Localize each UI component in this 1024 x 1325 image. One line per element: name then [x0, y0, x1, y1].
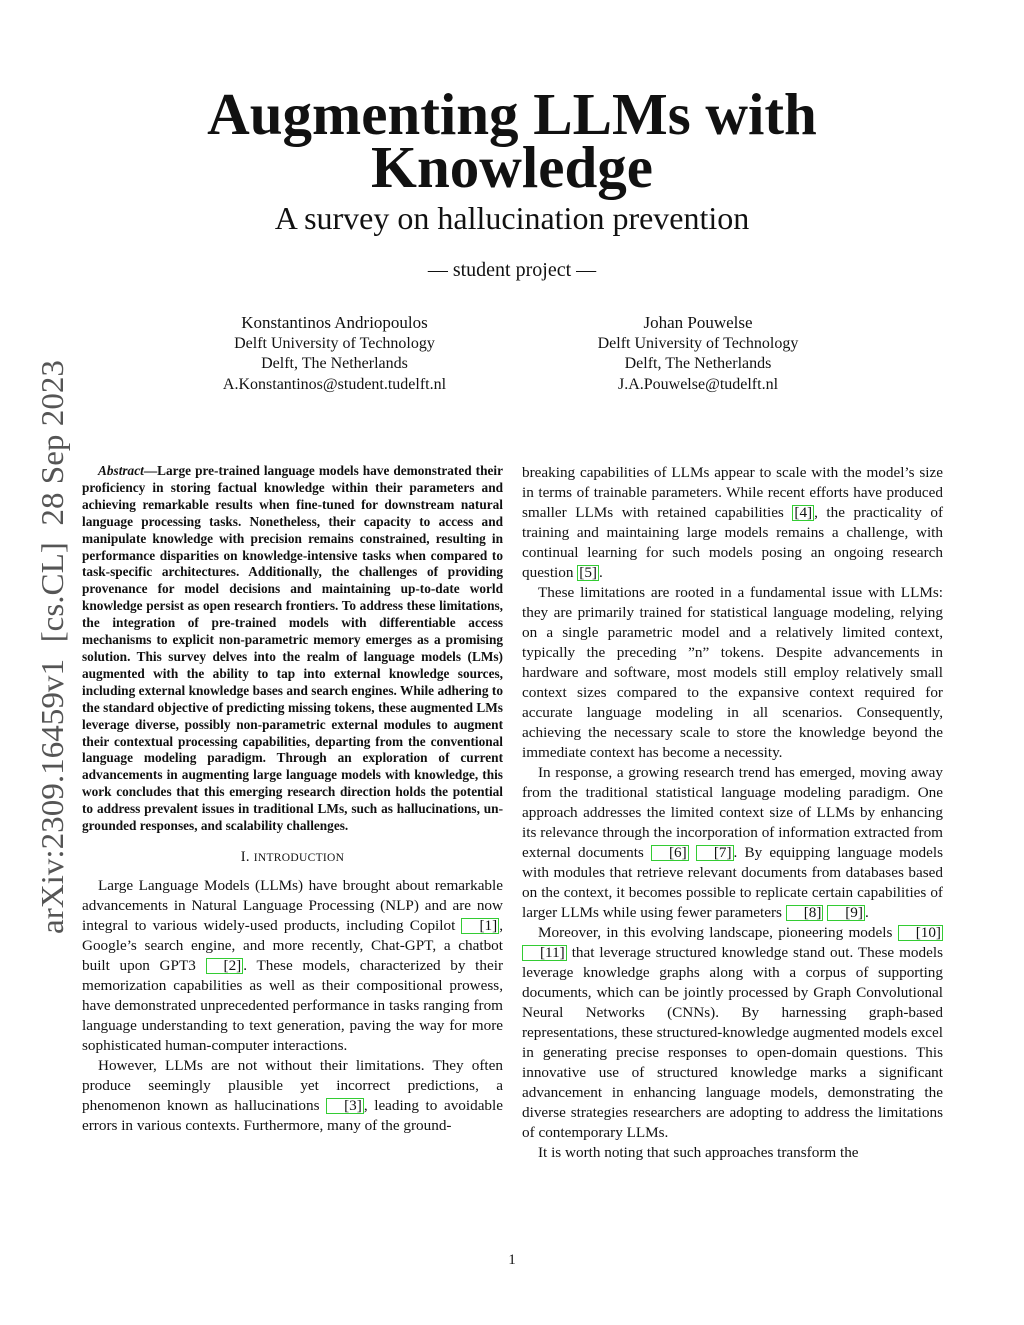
abstract-lead: Abstract — [98, 463, 144, 478]
author-name: Konstantinos Andriopoulos — [241, 313, 428, 332]
intro-paragraph-6: Moreover, in this evolving landscape, pioneering models [10] [11] that leverage structured knowledge stand out. These models leverage knowledge graphs along with a corpus of supporting documents, which can be jointly processed by Graph Convolutional Neural Networks (CNNs). By harnessing graph-based representations, these structured-knowledge augmented models excel in generating precise responses to open-domain questions. This innovative use of structured knowledge marks a significant advancement in enhancing language models, demonstrating the diverse strategies researchers are adopting to address the limitations of contemporary LLMs. — [522, 924, 943, 1141]
title-line-2: Knowledge — [371, 134, 653, 200]
citation-link[interactable]: [6] — [651, 845, 689, 861]
paper-title — [0, 81, 1024, 200]
author-email: J.A.Pouwelse@tudelft.nl — [617, 376, 779, 394]
author-location: Delft, The Netherlands — [624, 355, 772, 373]
citation-link[interactable]: [3] — [326, 1098, 364, 1114]
title-line-1: Augmenting LLMs with — [207, 81, 817, 147]
author-block-2 — [578, 313, 818, 396]
section-heading-introduction — [82, 847, 503, 868]
intro-paragraph-3: breaking capabilities of LLMs appear to scale with the model’s size in terms of trainable parameters. While recent efforts have produced smaller LLMs with retained capabilities [4] , the practicality of training and maintaining large models remains a challenge, with continual learning for such models posing an ongoing research question [5] . — [522, 464, 944, 581]
author-email: A.Konstantinos@student.tudelft.nl — [222, 376, 447, 394]
citation-link[interactable]: [11] — [522, 945, 567, 961]
abstract-body: —Large pre-trained language models have demonstrated their proficiency in storing factual knowledge within their parameters and achieving remarkable results when fine-tuned for downstream natural language processing tasks. Nonetheless, their capacity to access and manipulate knowledge with precision remains constrained, resulting in performance disparities on knowledge-intensive tasks when compared to task-specific architectures. Additionally, the challenges of providing provenance for model decisions and maintaining up-to-date world knowledge persist as open research frontiers. To address these limitations, the integration of pre-trained models with differentiable access mechanisms to explicit non-parametric memory emerges as a promising solution. This survey delves into the realm of language models (LMs) augmented with the ability to tap into external knowledge sources, including external knowledge bases and search engines. While adhering to the standard objective of predicting missing tokens, these augmented LMs leverage diverse, possibly non-parametric external modules to augment their contextual processing capabilities, departing from the conventional language modeling paradigm. Through an exploration of current advancements in augmenting large language models with knowledge, this work concludes that this emerging research direction holds the potential to address prevalent issues in traditional LMs, such as hallucinations, un-grounded responses, and scalability challenges. — [82, 463, 503, 834]
left-column — [82, 463, 503, 1136]
citation-link[interactable]: [2] — [206, 958, 244, 974]
arxiv-side-stamp — [18, 356, 78, 946]
intro-paragraph-1: Large Language Models (LLMs) have brought about remarkable advancements in Natural Language Processing (NLP) and are now integral to various widely-used products, including Copilot [1] , Google’s search engine, and more recently, Chat-GPT, a chatbot built upon GPT3 [2] . These models, characterized by their memorization capabilities as well as their compositional prowess, have demonstrated unprecedented performance in tasks ranging from language understanding to text generation, paving the way for more sophisticated human-computer interactions. — [82, 876, 504, 1054]
author-block-1 — [212, 313, 457, 396]
citation-link[interactable]: [7] — [696, 845, 734, 861]
author-location: Delft, The Netherlands — [261, 355, 408, 373]
intro-paragraph-5: In response, a growing research trend has emerged, moving away from the traditional statistical language modeling paradigm. One approach addresses the limited context size of LLMs by enhancing its relevance through the incorporation of information extracted from external documents [6] [7] . By equipping language models with modules that retrieve relevant documents from databases based on the context, it becomes possible to replicate certain capabilities of larger LLMs while using fewer parameters [8] [9] . — [522, 764, 944, 921]
right-column — [522, 463, 943, 1163]
intro-paragraph-7: It is worth noting that such approaches transform the — [538, 1144, 859, 1161]
intro-paragraph-4: These limitations are rooted in a fundamental issue with LLMs: they are primarily trained for statistical language modeling, relying on a single parametric model and a relatively limited context, typically the preceding ”n” tokens. Despite advancements in hardware and software, most models still employ relatively small context sizes compared to the expansive context required for accurate language modeling in all scenarios. Consequently, achieving the necessary scale to store the knowledge beyond the immediate context has become a necessity. — [522, 584, 943, 761]
citation-link[interactable]: [10] — [898, 925, 943, 941]
author-affiliation: Delft University of Technology — [597, 334, 799, 352]
author-name: Johan Pouwelse — [643, 313, 753, 332]
project-note: — student project — — [427, 259, 597, 281]
arxiv-stamp-text: arXiv:2309.16459v1 [cs.CL] 28 Sep 2023 — [35, 388, 70, 934]
citation-link[interactable]: [1] — [461, 918, 499, 934]
intro-paragraph-2: However, LLMs are not without their limitations. They often produce seemingly plausible yet incorrect predictions, a phenomenon known as hallucinations [3] , leading to avoidable errors in various contexts. Furthermore, many of the ground- — [82, 1056, 503, 1134]
citation-link[interactable]: [5] — [579, 564, 597, 581]
author-affiliation: Delft University of Technology — [234, 334, 435, 352]
section-title: INTRODUCTION — [253, 851, 345, 864]
page-number: 1 — [508, 1252, 516, 1268]
citation-link[interactable]: [8] — [786, 905, 824, 921]
section-number: I. — [240, 848, 250, 865]
citation-link[interactable]: [4] — [794, 504, 813, 521]
citation-link[interactable]: [9] — [827, 905, 865, 921]
paper-subtitle: A survey on hallucination prevention — [274, 200, 750, 236]
abstract — [82, 463, 503, 835]
